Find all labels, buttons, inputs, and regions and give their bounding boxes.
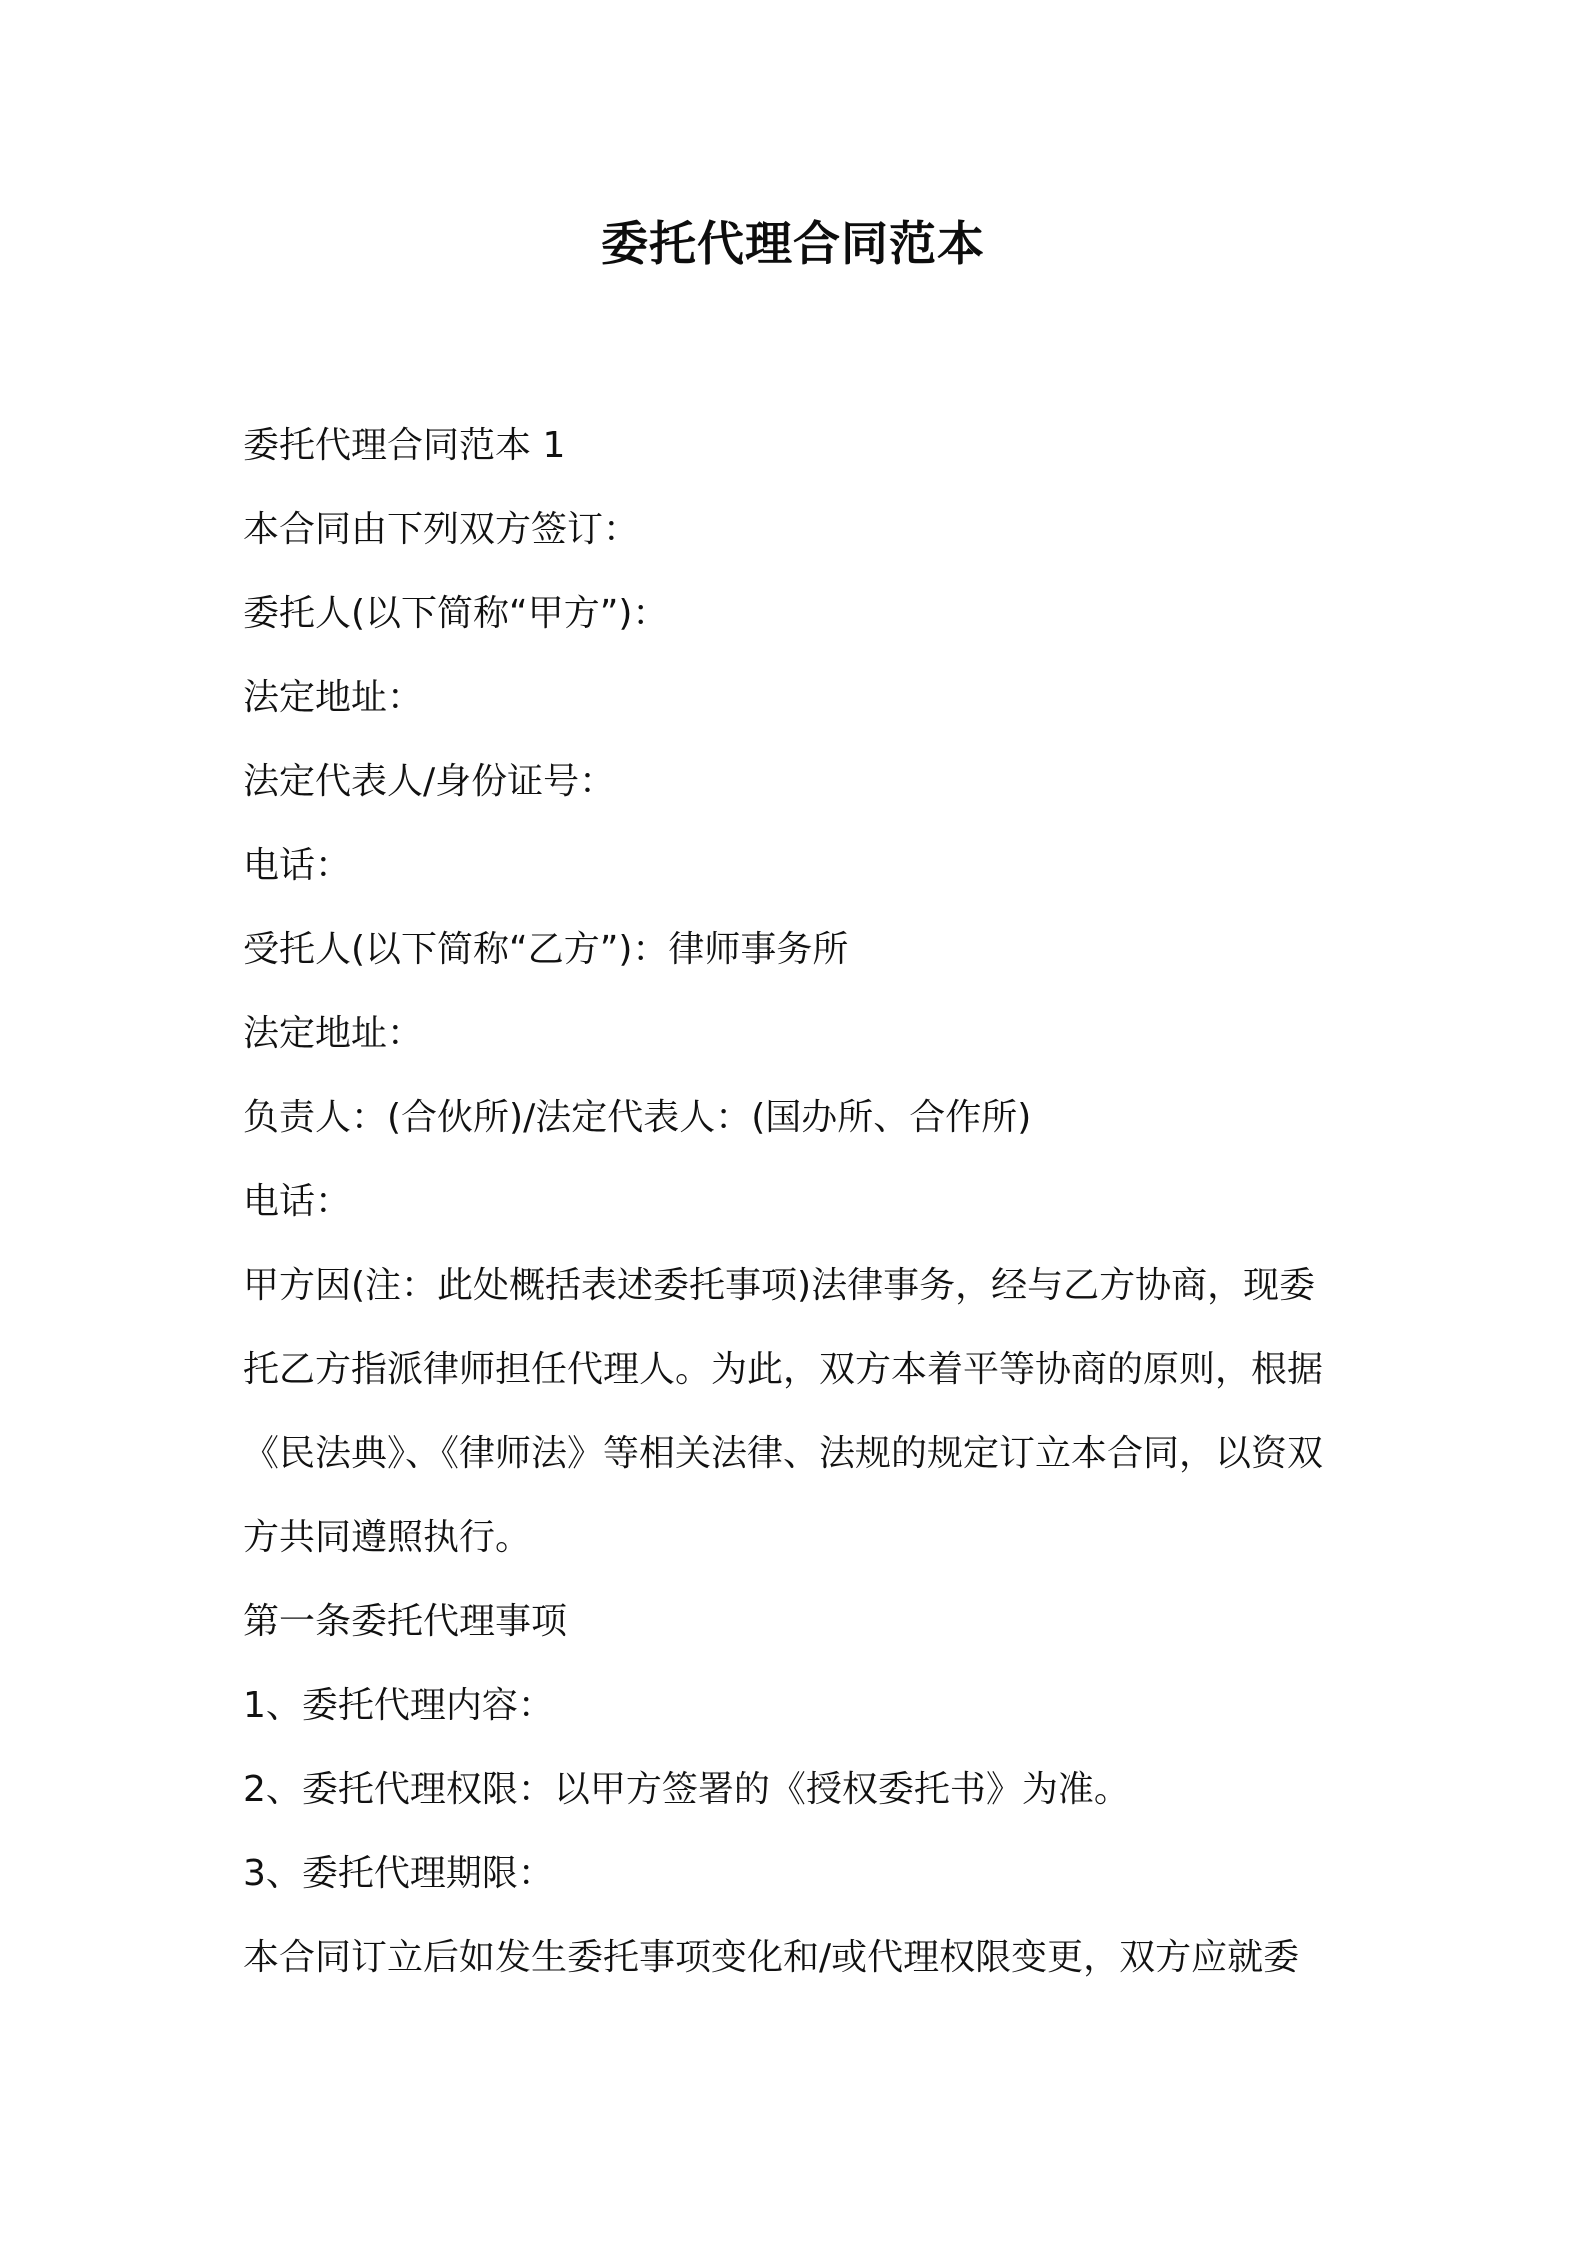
party-a-representative: 法定代表人/身份证号：: [243, 761, 616, 802]
document-body: [243, 404, 1358, 2000]
preamble-line-4: 方共同遵照执行。: [243, 1517, 532, 1558]
party-a-label: 委托人(以下简称“甲方”)：: [243, 593, 669, 634]
preamble-line-1: 甲方因(注：此处概括表述委托事项)法律事务，经与乙方协商，现委: [243, 1265, 1316, 1306]
party-b-phone: 电话：: [243, 1181, 352, 1222]
article-1-heading: 第一条委托代理事项: [243, 1601, 568, 1642]
party-a-phone: 电话：: [243, 845, 352, 886]
party-b-responsible-person: 负责人：(合伙所)/法定代表人：(国办所、合作所): [243, 1097, 1032, 1138]
article-1-item-3: 3、委托代理期限：: [243, 1853, 554, 1894]
change-clause-line-1: 本合同订立后如发生委托事项变化和/或代理权限变更，双方应就委: [243, 1937, 1300, 1978]
article-1-item-2: 2、委托代理权限：以甲方签署的《授权委托书》为准。: [243, 1769, 1130, 1810]
party-b-address: 法定地址：: [243, 1013, 424, 1054]
article-1-item-1: 1、委托代理内容：: [243, 1685, 554, 1726]
preamble-line-2: 托乙方指派律师担任代理人。为此，双方本着平等协商的原则，根据: [243, 1349, 1324, 1390]
section-heading-sample-1: 委托代理合同范本 1: [243, 425, 566, 466]
parties-intro: 本合同由下列双方签订：: [243, 509, 640, 550]
party-b-label: 受托人(以下简称“乙方”)：律师事务所: [243, 929, 849, 970]
party-a-address: 法定地址：: [243, 677, 424, 718]
preamble-line-3: 《民法典》、《律师法》等相关法律、法规的规定订立本合同，以资双: [243, 1433, 1324, 1474]
document-title: 委托代理合同范本: [601, 217, 985, 272]
